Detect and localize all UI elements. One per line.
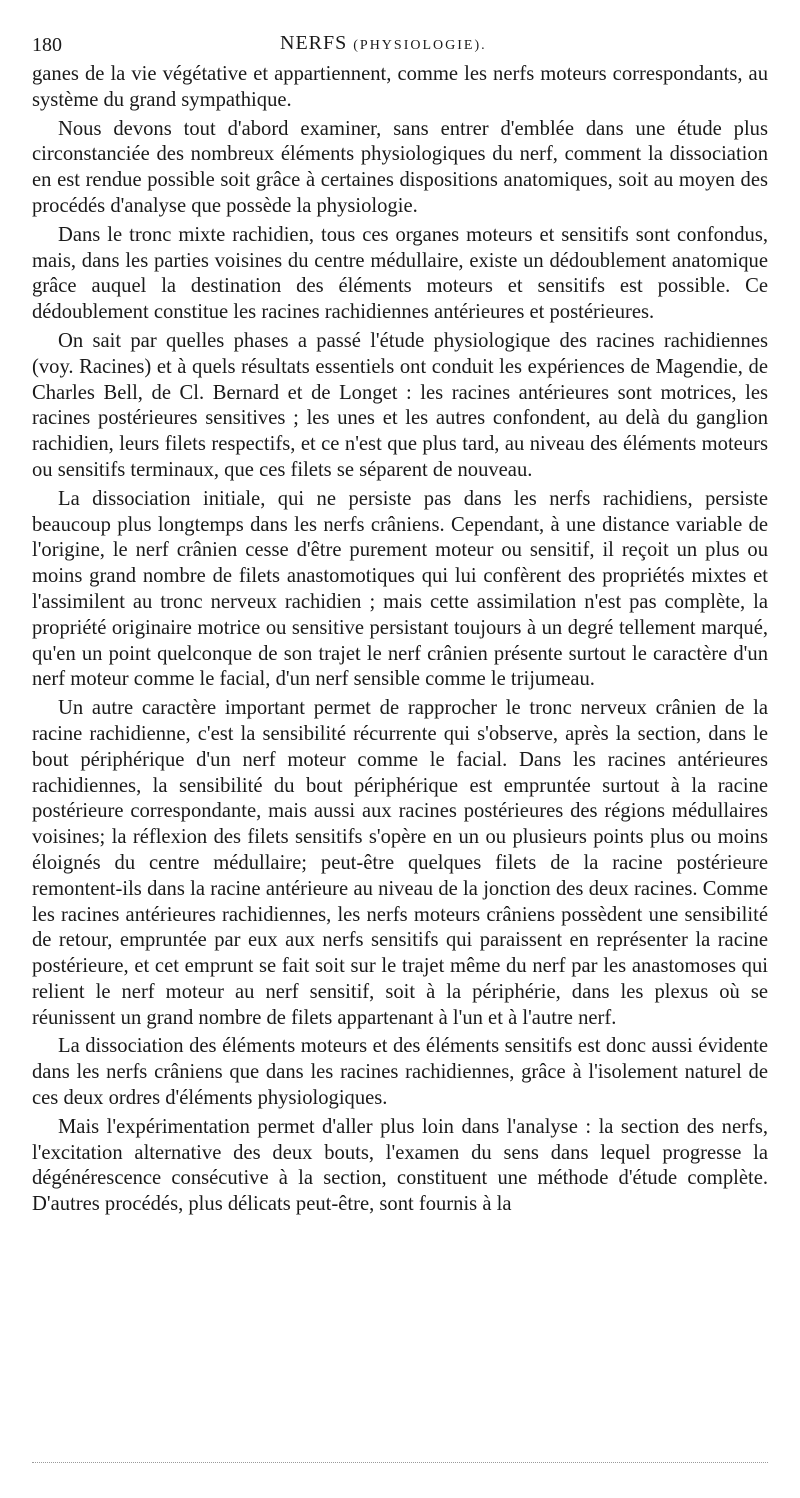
paragraph: Nous devons tout d'abord examiner, sans entrer d'emblée dans une étude plus circonstanciée des nombreux éléments physiologiques du nerf, comment la dissociation en est rendue possible soit grâce à certaines dispositions anatomiques, soit au moyen des procédés d'analyse que possède la physiologie. [32, 117, 768, 217]
paragraph: Dans le tronc mixte rachidien, tous ces organes moteurs et sensitifs sont confondus, mais, dans les parties voisines du centre médullaire, existe un dédoublement anatomique grâce auquel la destination des éléments moteurs et sensitifs est possible. Ce dédoublement constitue les racines rachidiennes antérieures et postérieures. [32, 223, 768, 324]
running-title [280, 32, 487, 55]
running-head [32, 26, 768, 56]
paragraph: On sait par quelles phases a passé l'étude physiologique des racines rachidiennes (voy. Racines) et à quels résultats essentiels ont conduit les expériences de Magendie, de Charles Bell, de Cl. Bernard et de Longet : les racines antérieures sont motrices, les racines postérieures sensitives ; les unes et les autres confondent, au delà du ganglion rachidien, leurs filets respectifs, et ce n'est que plus tard, au niveau des éléments moteurs ou sensitifs terminaux, que ces filets se séparent de nouveau. [32, 329, 768, 481]
paragraph-continued: ganes de la vie végétative et appartiennent, comme les nerfs moteurs correspondants, au système du grand sympathique. [32, 63, 768, 111]
book-page [32, 26, 768, 1218]
footer-rule [32, 1462, 768, 1463]
running-title-main: NERFS [280, 32, 348, 54]
page-number: 180 [32, 34, 62, 56]
paragraph: Un autre caractère important permet de rapprocher le tronc nerveux crânien de la racine rachidienne, c'est la sensibilité récurrente qui s'observe, après la section, dans le bout périphérique d'un nerf moteur comme le facial. Dans les racines antérieures rachidiennes, la sensibilité du bout périphérique est empruntée surtout à la racine postérieure correspondante, mais aussi aux racines postérieures des régions médullaires voisines; la réflexion des filets sensitifs s'opère en un ou plusieurs points plus ou moins éloignés du centre médullaire; peut-être quelques filets de la racine postérieure remontent-ils dans la racine antérieure au niveau de la jonction des deux racines. Comme les racines antérieures rachidiennes, les nerfs moteurs crâniens possèdent une sensibilité de retour, empruntée par eux aux nerfs sensitifs qui paraissent en représenter la racine postérieure, et cet emprunt se fait soit sur le trajet même du nerf par les anastomoses qui relient le nerf moteur au nerf sensitif, soit à la périphérie, dans les plexus où se réunissent un grand nombre de filets appartenant à l'un et à l'autre nerf. [32, 697, 768, 1029]
body-text [32, 62, 768, 1218]
paragraph: Mais l'expérimentation permet d'aller plus loin dans l'analyse : la section des nerfs, l'excitation alternative des deux bouts, l'examen du sens dans lequel progresse la dégénérescence consécutive à la section, constituent une méthode d'étude complète. D'autres procédés, plus délicats peut-être, sont fournis à la [32, 1115, 768, 1216]
paragraph: La dissociation des éléments moteurs et des éléments sensitifs est donc aussi évidente dans les nerfs crâniens que dans les racines rachidiennes, grâce à l'isolement naturel de ces deux ordres d'éléments physiologiques. [32, 1035, 768, 1110]
paragraph: La dissociation initiale, qui ne persiste pas dans les nerfs rachidiens, persiste beaucoup plus longtemps dans les nerfs crâniens. Cependant, à une distance variable de l'origine, le nerf crânien cesse d'être purement moteur ou sensitif, il reçoit un plus ou moins grand nombre de filets anastomotiques qui lui confèrent des propriétés mixtes et l'assimilent au tronc nerveux rachidien ; mais cette assimilation n'est pas complète, la propriété originaire motrice ou sensitive persistant toujours à un degré tellement marqué, qu'en un point quelconque de son trajet le nerf crânien présente surtout le caractère d'un nerf moteur comme le facial, d'un nerf sensible comme le trijumeau. [32, 487, 768, 691]
running-title-subtitle: (PHYSIOLOGIE). [353, 38, 487, 53]
